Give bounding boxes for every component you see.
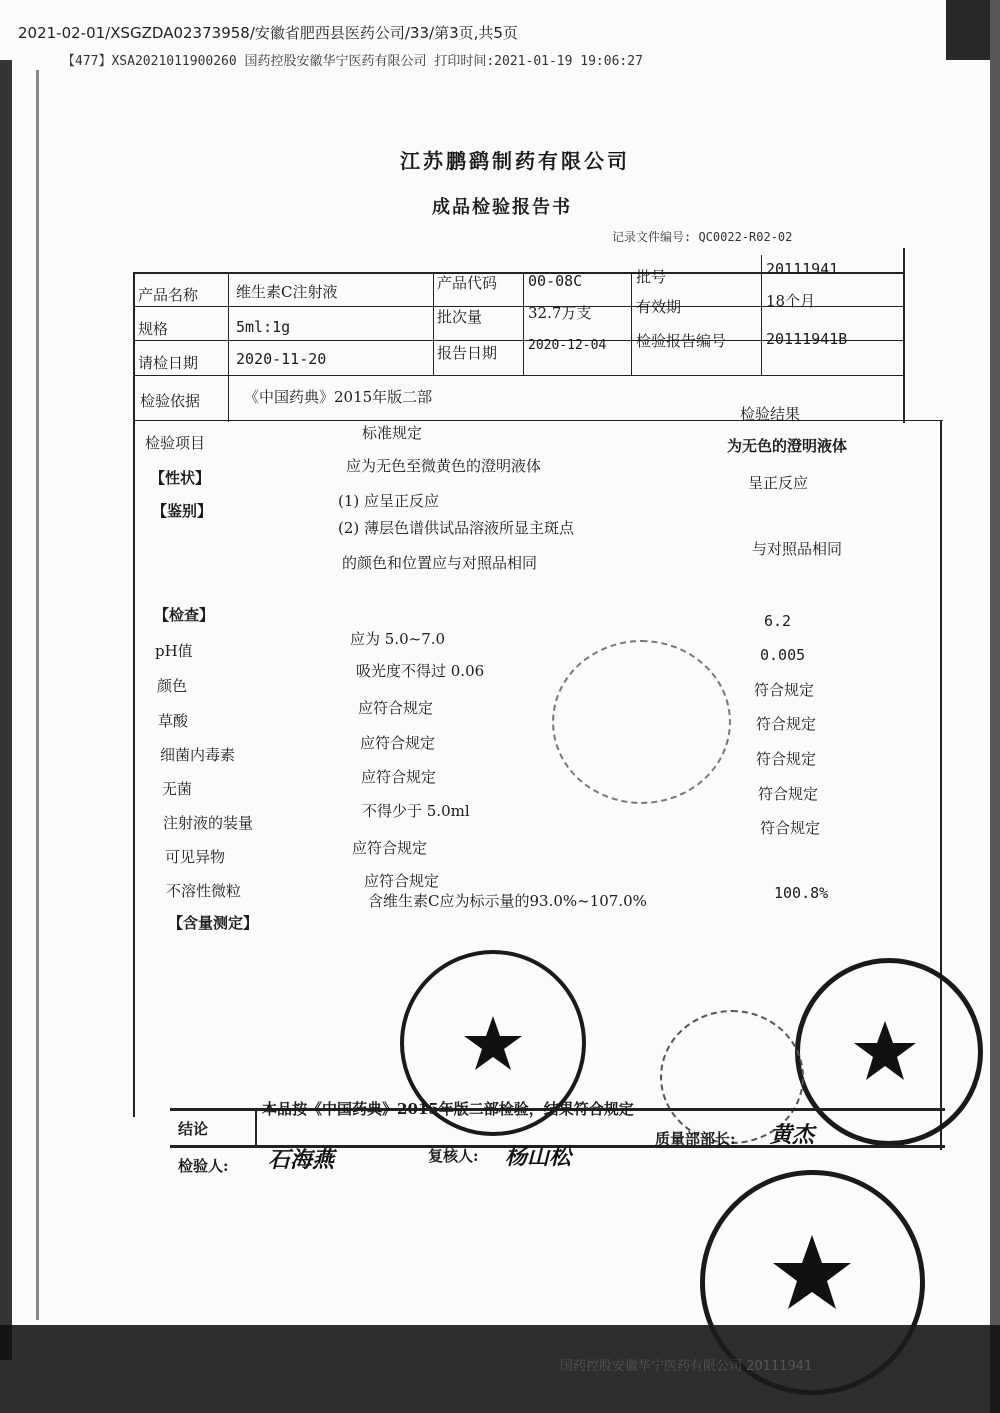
row-item: 【检查】: [154, 606, 215, 624]
row-item: 注射液的装量: [163, 814, 254, 832]
row-item: pH值: [155, 642, 193, 660]
batch-no-value: 20111941: [766, 260, 839, 278]
row-result: 6.2: [764, 612, 792, 630]
row-standard: 吸光度不得过 0.06: [356, 662, 485, 680]
basis-value: 《中国药典》2015年版二部: [244, 388, 433, 406]
info-row-line-4: [133, 420, 943, 421]
scan-speck-top-right: [946, 0, 990, 60]
row-result: 0.005: [760, 646, 806, 664]
request-date-label: 请检日期: [138, 354, 199, 372]
report-title: 成品检验报告书: [432, 197, 572, 218]
print-header-line2: 【477】XSA2021011900260 国药控股安徽华宁医药有限公司 打印时间:2021-01-19 19:06:27: [62, 54, 643, 69]
row-result: 与对照品相同: [752, 540, 843, 558]
row-item: 【含量测定】: [168, 914, 259, 932]
row-standard: (2) 薄层色谱供试品溶液所显主斑点: [338, 519, 575, 537]
info-col-line-3: [523, 272, 524, 376]
qa-head-signature: 黄杰: [770, 1122, 815, 1148]
inspector-label: 检验人:: [178, 1157, 229, 1175]
scan-shadow-right: [990, 0, 1000, 1413]
row-standard: 应为无色至微黄色的澄明液体: [346, 457, 542, 475]
row-result: 100.8%: [774, 884, 829, 902]
row-standard: 应符合规定: [361, 768, 437, 786]
row-item: 颜色: [157, 677, 188, 695]
scan-shadow-left: [0, 60, 12, 1360]
row-result: 为无色的澄明液体: [727, 437, 848, 455]
batch-no-label: 批号: [636, 268, 667, 286]
product-name-label: 产品名称: [138, 286, 199, 304]
product-code-label: 产品代码: [437, 274, 498, 292]
col-header-standard: 标准规定: [362, 424, 423, 442]
row-standard: 应符合规定: [358, 699, 434, 717]
info-col-line-4: [631, 272, 632, 376]
row-standard: 不得少于 5.0ml: [362, 802, 470, 820]
row-item: 【鉴别】: [152, 502, 213, 520]
col-header-item: 检验项目: [145, 434, 206, 452]
spec-value: 5ml:1g: [236, 318, 291, 336]
print-header-line1: 2021-02-01/XSGZDA02373958/安徽省肥西县医药公司/33/第3页,共5页: [18, 24, 518, 42]
report-date-value: 2020-12-04: [528, 338, 607, 353]
row-standard: 应符合规定: [364, 872, 440, 890]
report-no-label: 检验报告编号: [636, 332, 727, 350]
validity-label: 有效期: [636, 298, 682, 316]
row-result: 呈正反应: [748, 474, 809, 492]
row-standard: 应为 5.0~7.0: [350, 630, 446, 648]
row-item: 无菌: [162, 780, 193, 798]
info-col-line-2: [433, 272, 434, 376]
row-standard: 应符合规定: [352, 839, 428, 857]
qa-head-label: 质量部部长:: [655, 1130, 736, 1148]
basis-label: 检验依据: [140, 392, 201, 410]
product-name-value: 维生素C注射液: [236, 283, 338, 301]
conclusion-col-line: [255, 1108, 257, 1148]
faint-circle-stamp: [552, 640, 731, 804]
row-item: 不溶性微粒: [166, 882, 242, 900]
row-result: 符合规定: [754, 681, 815, 699]
row-item: 细菌内毒素: [160, 746, 236, 764]
product-code-value: 00-08C: [528, 272, 583, 290]
table-border-right: [903, 248, 905, 423]
report-no-value: 20111941B: [766, 330, 848, 348]
quality-dept-stamp: [795, 958, 983, 1146]
conclusion-label: 结论: [178, 1120, 209, 1138]
row-result: 符合规定: [758, 785, 819, 803]
info-col-line-1: [228, 272, 229, 422]
batch-qty-label: 批次量: [437, 308, 483, 326]
document-number: 记录文件编号: QC0022-R02-02: [612, 230, 793, 244]
info-col-line-5: [761, 255, 762, 376]
row-item: 【性状】: [150, 469, 211, 487]
row-result: 符合规定: [760, 819, 821, 837]
col-header-result: 检验结果: [740, 405, 801, 423]
info-row-line-3: [133, 375, 905, 376]
company-name: 江苏鹏鹞制药有限公司: [400, 149, 630, 173]
row-standard: 的颜色和位置应与对照品相同: [342, 554, 538, 572]
reviewer-signature: 杨山松: [505, 1144, 572, 1170]
spec-label: 规格: [138, 320, 169, 338]
inspector-signature: 石海燕: [268, 1147, 335, 1173]
validity-value: 18个月: [766, 292, 816, 310]
table-border-left: [133, 272, 135, 1117]
row-result: 符合规定: [756, 715, 817, 733]
star-icon: [800, 963, 978, 1141]
row-standard: (1) 应呈正反应: [338, 492, 440, 510]
conclusion-text: 本品按《中国药典》2015年版二部检验，结果符合规定: [262, 1100, 634, 1118]
reviewer-label: 复核人:: [428, 1147, 479, 1165]
row-result: 符合规定: [756, 750, 817, 768]
row-item: 可见异物: [165, 848, 226, 866]
row-item: 草酸: [158, 712, 189, 730]
footer-faint-text: 国药控股安徽华宁医药有限公司 20111941: [560, 1359, 813, 1374]
scan-edge-line-left: [36, 70, 39, 1320]
batch-qty-value: 32.7万支: [528, 304, 592, 322]
request-date-value: 2020-11-20: [236, 350, 327, 368]
report-date-label: 报告日期: [437, 344, 498, 362]
row-standard: 应符合规定: [360, 734, 436, 752]
row-standard: 含维生素C应为标示量的93.0%~107.0%: [368, 892, 647, 910]
